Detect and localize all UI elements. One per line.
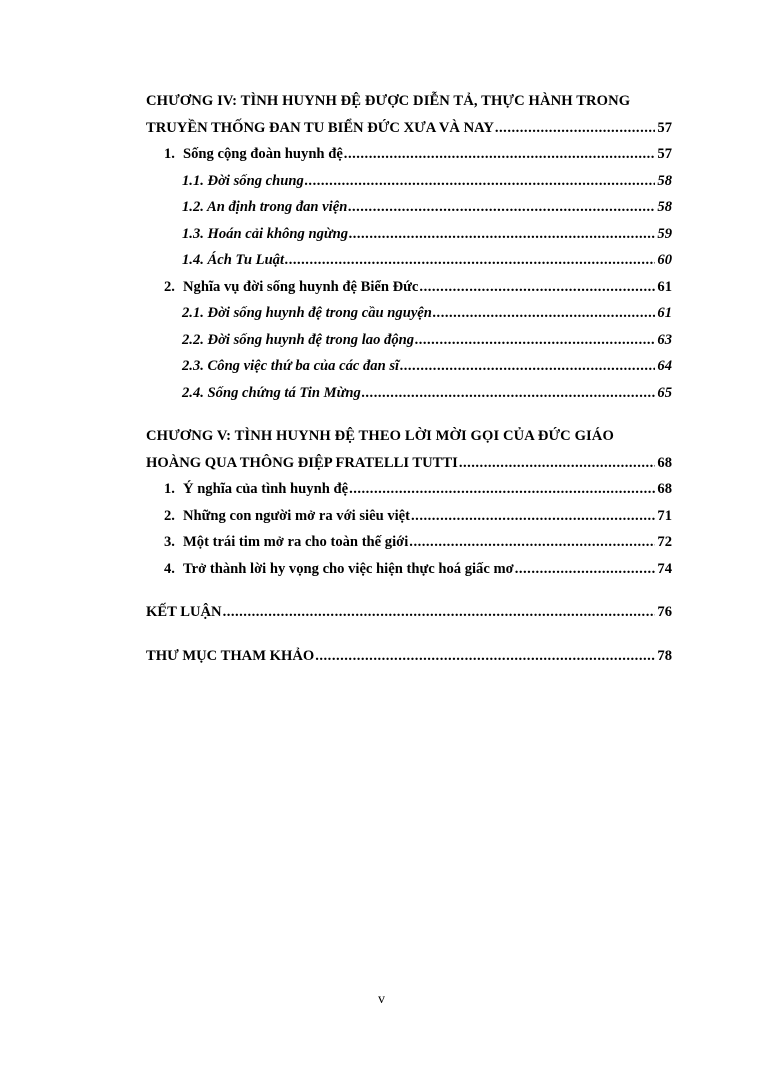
dot-leader (362, 380, 656, 407)
toc-entry-subsection-2-2[interactable] (146, 327, 672, 354)
subsection-page: 58 (657, 172, 672, 189)
bibliography-title: THƯ MỤC THAM KHẢO (146, 647, 315, 664)
dot-leader (344, 141, 656, 168)
dot-leader (411, 503, 655, 530)
dot-leader (459, 450, 656, 477)
toc-entry-section-5-4[interactable] (146, 556, 672, 583)
dot-leader (415, 327, 655, 354)
toc-entry-subsection-1-1[interactable] (146, 168, 672, 195)
section-page: 61 (657, 278, 672, 295)
toc-entry-chapter-5[interactable] (146, 450, 672, 477)
subsection-page: 63 (657, 331, 672, 348)
subsection-page: 58 (657, 199, 672, 215)
section-number: 1. (164, 481, 175, 497)
subsection-page: 61 (657, 305, 672, 321)
section-number: 2. (164, 507, 175, 524)
dot-leader (285, 247, 655, 274)
dot-leader (349, 476, 655, 503)
toc-entry-section-5-2[interactable] (146, 503, 672, 530)
section-title: Ý nghĩa của tình huynh đệ (183, 481, 349, 497)
chapter-4-heading-line1: CHƯƠNG IV: TÌNH HUYNH ĐỆ ĐƯỢC DIỄN TẢ, THỰC HÀNH TRONG (146, 93, 631, 109)
subsection-title: 2.2. Đời sống huynh đệ trong lao động (182, 331, 415, 348)
subsection-page: 64 (657, 358, 672, 374)
conclusion-title: KẾT LUẬN (146, 604, 222, 620)
toc-entry-subsection-2-4[interactable] (146, 380, 672, 407)
subsection-page: 65 (657, 384, 672, 401)
section-title: Sống cộng đoàn huynh đệ (183, 146, 343, 162)
dot-leader (305, 168, 656, 195)
section-title: Một trái tim mở ra cho toàn thế giới (183, 534, 409, 550)
dot-leader (419, 274, 655, 301)
section-number: 3. (164, 534, 175, 550)
toc-entry-subsection-2-3[interactable] (146, 353, 672, 380)
toc-entry-subsection-1-4[interactable] (146, 247, 672, 274)
dot-leader (400, 353, 655, 380)
chapter-5-page: 68 (657, 454, 672, 471)
dot-leader (315, 643, 655, 670)
subsection-page: 60 (657, 252, 672, 268)
chapter-4-heading-line2: TRUYỀN THỐNG ĐAN TU BIỂN ĐỨC XƯA VÀ NAY (146, 119, 494, 136)
toc-entry-subsection-2-1[interactable] (146, 300, 672, 327)
dot-leader (433, 300, 656, 327)
section-title: Trở thành lời hy vọng cho việc hiện thực hoá giấc mơ (183, 560, 514, 577)
subsection-title: 2.4. Sống chứng tá Tin Mừng (182, 384, 361, 401)
chapter-5-heading-line2: HOÀNG QUA THÔNG ĐIỆP FRATELLI TUTTI (146, 454, 458, 471)
section-number: 2. (164, 278, 175, 295)
toc-entry-chapter-4[interactable] (146, 115, 672, 142)
section-page: 68 (657, 481, 672, 497)
section-page: 74 (657, 560, 672, 577)
dot-leader (223, 599, 656, 626)
toc-entry-section-4-1[interactable] (146, 141, 672, 168)
subsection-page: 59 (657, 225, 672, 242)
toc-entry-section-5-3[interactable] (146, 529, 672, 556)
section-page: 72 (657, 534, 672, 550)
subsection-title: 1.2. An định trong đan viện (182, 199, 348, 215)
toc-entry-conclusion[interactable] (146, 599, 672, 626)
conclusion-page: 76 (657, 604, 672, 620)
subsection-title: 1.1. Đời sống chung (182, 172, 304, 189)
toc-entry-subsection-1-2[interactable] (146, 194, 672, 221)
section-title: Những con người mở ra với siêu việt (183, 507, 411, 524)
toc-entry-section-5-1[interactable] (146, 476, 672, 503)
section-page: 57 (657, 146, 672, 162)
subsection-title: 1.3. Hoán cải không ngừng (182, 225, 349, 242)
toc-entry-subsection-1-3[interactable] (146, 221, 672, 248)
section-number: 4. (164, 560, 175, 577)
dot-leader (348, 194, 655, 221)
page-number-footer: v (378, 992, 385, 1007)
table-of-contents (146, 88, 672, 669)
section-page: 71 (657, 507, 672, 524)
dot-leader (409, 529, 655, 556)
chapter-4-page: 57 (657, 119, 672, 136)
toc-entry-bibliography[interactable] (146, 643, 672, 670)
toc-entry-section-4-2[interactable] (146, 274, 672, 301)
subsection-title: 1.4. Ách Tu Luật (182, 252, 285, 268)
dot-leader (495, 115, 656, 142)
section-title: Nghĩa vụ đời sống huynh đệ Biển Đức (183, 278, 419, 295)
bibliography-page: 78 (657, 647, 672, 664)
dot-leader (515, 556, 656, 583)
subsection-title: 2.3. Công việc thứ ba của các đan sĩ (182, 358, 400, 374)
dot-leader (349, 221, 655, 248)
subsection-title: 2.1. Đời sống huynh đệ trong cầu nguyện (182, 305, 432, 321)
chapter-5-heading-line1: CHƯƠNG V: TÌNH HUYNH ĐỆ THEO LỜI MỜI GỌI CỦA ĐỨC GIÁO (146, 428, 614, 444)
section-number: 1. (164, 146, 175, 162)
